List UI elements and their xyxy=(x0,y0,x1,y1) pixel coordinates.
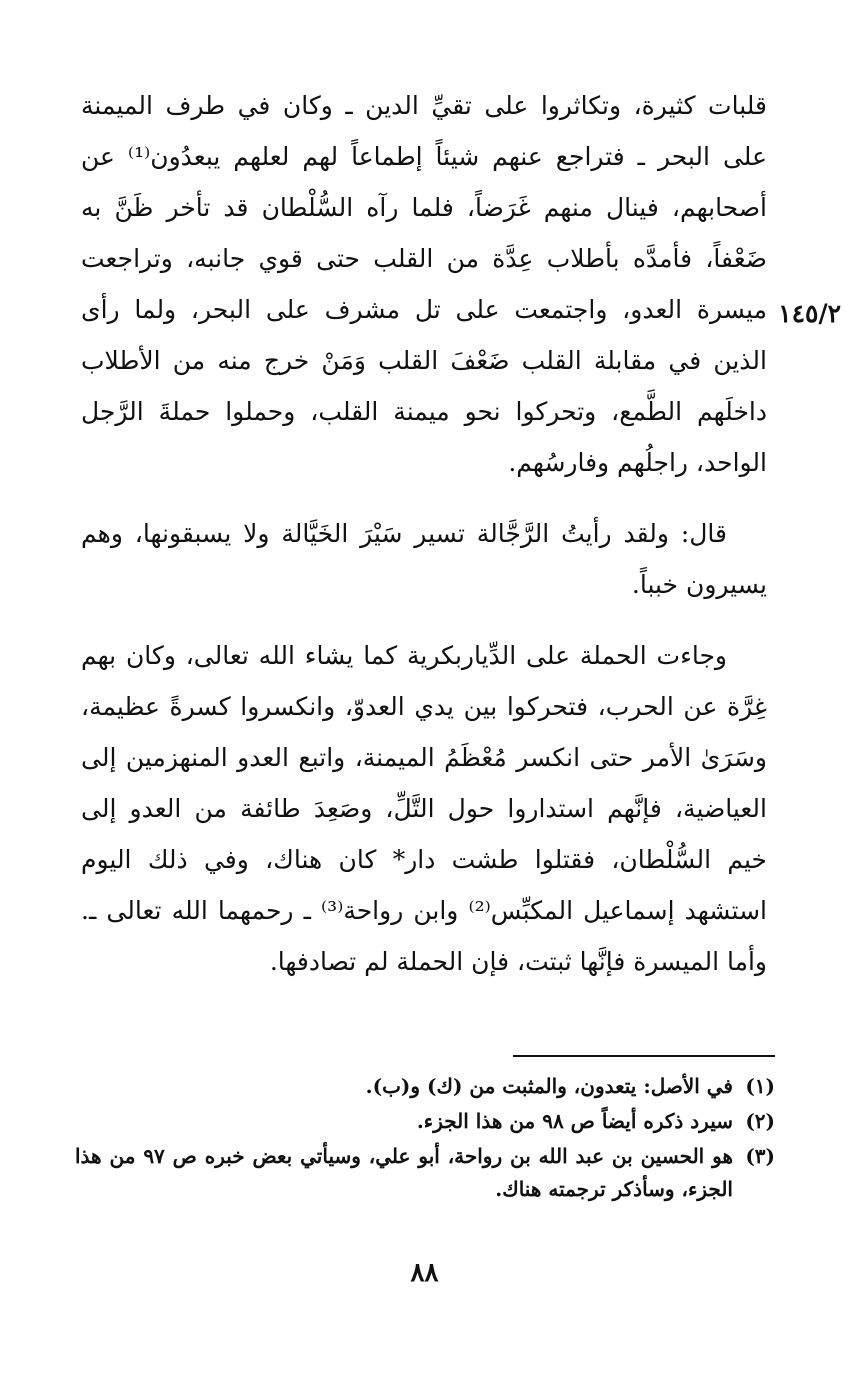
footnote-1 xyxy=(75,1070,775,1103)
footnote-text: سيرد ذكره أيضاً ص ٩٨ من هذا الجزء. xyxy=(416,1109,733,1133)
paragraph-3: وجاءت الحملة على الدِّياربكرية كما يشاء الله تعالى، وكان بهم غِرَّة عن الحرب، فتحركوا بين يدي العدوّ، وانكسروا كسرةً عظيمة، وسَرَىٰ الأمر حتى انكسر مُعْظَمُ الميمنة، واتبع العدو المنهزمين إلى العياضية، فإنَّهم استداروا حول التَّلِّ، وصَعِدَ طائفة من العدو إلى خيم السُّلْطان، فقتلوا طشت دار* كان هناك، وفي ذلك اليوم استشهد إسماعيل المكبِّس⁽²⁾ وابن رواحة⁽³⁾ ـ رحمهما الله تعالى ـ. وأما الميسرة فإنَّها ثبتت، فإن الحملة لم تصادفها. xyxy=(81,641,767,976)
footnote-3 xyxy=(75,1140,775,1206)
page-number: ٨٨ xyxy=(410,1258,439,1288)
paragraph-1: قلبات كثيرة، وتكاثروا على تقيِّ الدين ـ وكان في طرف الميمنة على البحر ـ فتراجع عنهم شيئاً إطماعاً لهم لعلهم يبعدُون⁽¹⁾ عن أصحابهم، فينال منهم غَرَضاً، فلما رآه السُّلْطان قد تأخر ظَنَّ به ضَعْفاً، فأمدَّه بأطلاب عِدَّة من القلب حتى قوي جانبه، وتراجعت ميسرة العدو، واجتمعت على تل مشرف على البحر، ولما رأى الذين في مقابلة القلب ضَعْفَ القلب وَمَنْ خرج منه من الأطلاب داخلَهم الطَّمع، وتحركوا نحو ميمنة القلب، وحملوا حملةَ الرَّجل الواحد، راجلُهم وفارسُهم. xyxy=(81,91,767,477)
footnote-number: (٣) xyxy=(745,1144,775,1168)
footnote-number: (٢) xyxy=(745,1109,775,1133)
footnote-number: (١) xyxy=(745,1074,775,1098)
footnote-2 xyxy=(75,1105,775,1138)
margin-reference: ١٤٥/٢ xyxy=(778,299,841,328)
footnote-text: هو الحسين بن عبد الله بن رواحة، أبو علي، وسيأتي بعض خبره ص ٩٧ من هذا الجزء، وسأذكر ترجمته هناك. xyxy=(75,1144,733,1201)
footnotes xyxy=(75,1070,775,1208)
main-text-body xyxy=(81,80,767,987)
footnote-text: في الأصل: يتعدون، والمثبت من (ك) و(ب). xyxy=(365,1074,733,1098)
paragraph-2: قال: ولقد رأيتُ الرَّجَّالة تسير سَيْرَ الخَيَّالة ولا يسبقونها، وهم يسيرون خبباً. xyxy=(81,519,767,599)
footnote-separator xyxy=(513,1055,775,1057)
